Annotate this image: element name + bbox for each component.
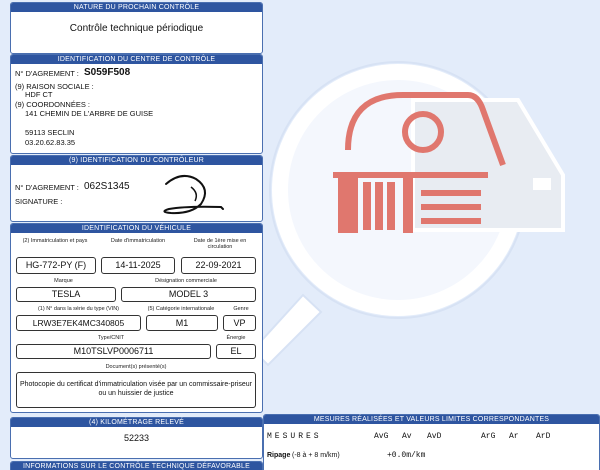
- handwritten-signature-icon: [151, 169, 231, 221]
- vin-label: (1) N° dans la série du type (VIN): [37, 306, 120, 312]
- col-avd: AvD: [427, 432, 442, 441]
- informations-panel: [10, 461, 263, 470]
- mesures-header: MESURES RÉALISÉES ET VALEURS LIMITES CORRESPONDANTES: [264, 415, 599, 424]
- col-av: Av: [402, 432, 412, 441]
- nature-header: NATURE DU PROCHAIN CONTRÔLE: [11, 3, 262, 12]
- categorie-label: (5) Catégorie internationale: [147, 306, 215, 312]
- marque-value: TESLA: [16, 287, 116, 302]
- date-immat-label: Date d'immatriculation: [110, 238, 166, 244]
- kilometrage-panel: [10, 417, 263, 459]
- date-first-value: 22-09-2021: [181, 257, 256, 274]
- designation-label: Désignation commerciale: [155, 278, 217, 284]
- vehicule-header: IDENTIFICATION DU VÉHICULE: [11, 224, 262, 233]
- right-panel-background: [263, 0, 600, 470]
- energie-label: Énergie: [226, 335, 246, 341]
- designation-value: MODEL 3: [121, 287, 256, 302]
- nature-value: Contrôle technique périodique: [69, 23, 204, 34]
- centre-agrement-value: S059F508: [84, 67, 131, 78]
- docs-value: Photocopie du certificat d'immatriculation visée par un commissaire-priseur ou un huissier de justice: [16, 372, 256, 408]
- genre-label: Genre: [233, 306, 249, 312]
- kilometrage-value: 52233: [123, 433, 150, 443]
- centre-raison-label: (9) RAISON SOCIALE :: [15, 82, 94, 91]
- genre-value: VP: [223, 315, 256, 331]
- centre-phone: 03.20.62.83.35: [25, 138, 76, 147]
- centre-coord-label: (9) COORDONNÉES :: [15, 100, 91, 109]
- controleur-agrement-value: 062S1345: [84, 181, 130, 192]
- energie-value: EL: [216, 344, 256, 359]
- immat-label: (2) Immatriculation et pays: [22, 238, 88, 244]
- ripage-limits: (-8 à + 8 m/km): [292, 452, 340, 459]
- type-label: Type/CNIT: [97, 335, 125, 341]
- centre-header: IDENTIFICATION DU CENTRE DE CONTRÔLE: [11, 55, 262, 64]
- marque-label: Marque: [54, 278, 73, 284]
- col-ard: ArD: [536, 432, 551, 441]
- categorie-value: M1: [146, 315, 218, 331]
- controleur-agrement-label: N° D'AGREMENT :: [15, 183, 79, 192]
- docs-label: Document(s) présenté(s): [105, 364, 167, 370]
- immat-value: HG-772-PY (F): [16, 257, 96, 274]
- ripage-value: +0.0m/km: [387, 451, 426, 460]
- centre-raison-value: HDF CT: [25, 90, 53, 99]
- informations-header: INFORMATIONS SUR LE CONTRÔLE TECHNIQUE DÉFAVORABLE: [11, 462, 262, 470]
- col-avg: AvG: [374, 432, 389, 441]
- col-arg: ArG: [481, 432, 496, 441]
- date-immat-value: 14-11-2025: [101, 257, 175, 274]
- type-value: M10TSLVP0006711: [16, 344, 211, 359]
- date-first-label: Date de 1ère mise en circulation: [193, 238, 247, 250]
- vehicule-panel: [10, 223, 263, 413]
- centre-address-line2: 59113 SECLIN: [25, 128, 75, 137]
- mesures-panel: [263, 414, 600, 470]
- controleur-signature-label: SIGNATURE :: [15, 197, 63, 206]
- magnifier-car-logo-icon: [263, 0, 600, 414]
- nature-panel: [10, 2, 263, 54]
- kilometrage-header: (4) KILOMÉTRAGE RELEVÉ: [11, 418, 262, 427]
- centre-agrement-label: N° D'AGREMENT :: [15, 69, 79, 78]
- col-ar: Ar: [509, 432, 519, 441]
- mesures-title: MESURES: [267, 432, 322, 441]
- controleur-header: (9) IDENTIFICATION DU CONTRÔLEUR: [11, 156, 262, 165]
- ripage-label: Ripage: [267, 452, 291, 459]
- centre-panel: [10, 54, 263, 154]
- controleur-panel: [10, 155, 263, 222]
- centre-address-line1: 141 CHEMIN DE L'ARBRE DE GUISE: [25, 109, 154, 118]
- vin-value: LRW3E7EK4MC340805: [16, 315, 141, 331]
